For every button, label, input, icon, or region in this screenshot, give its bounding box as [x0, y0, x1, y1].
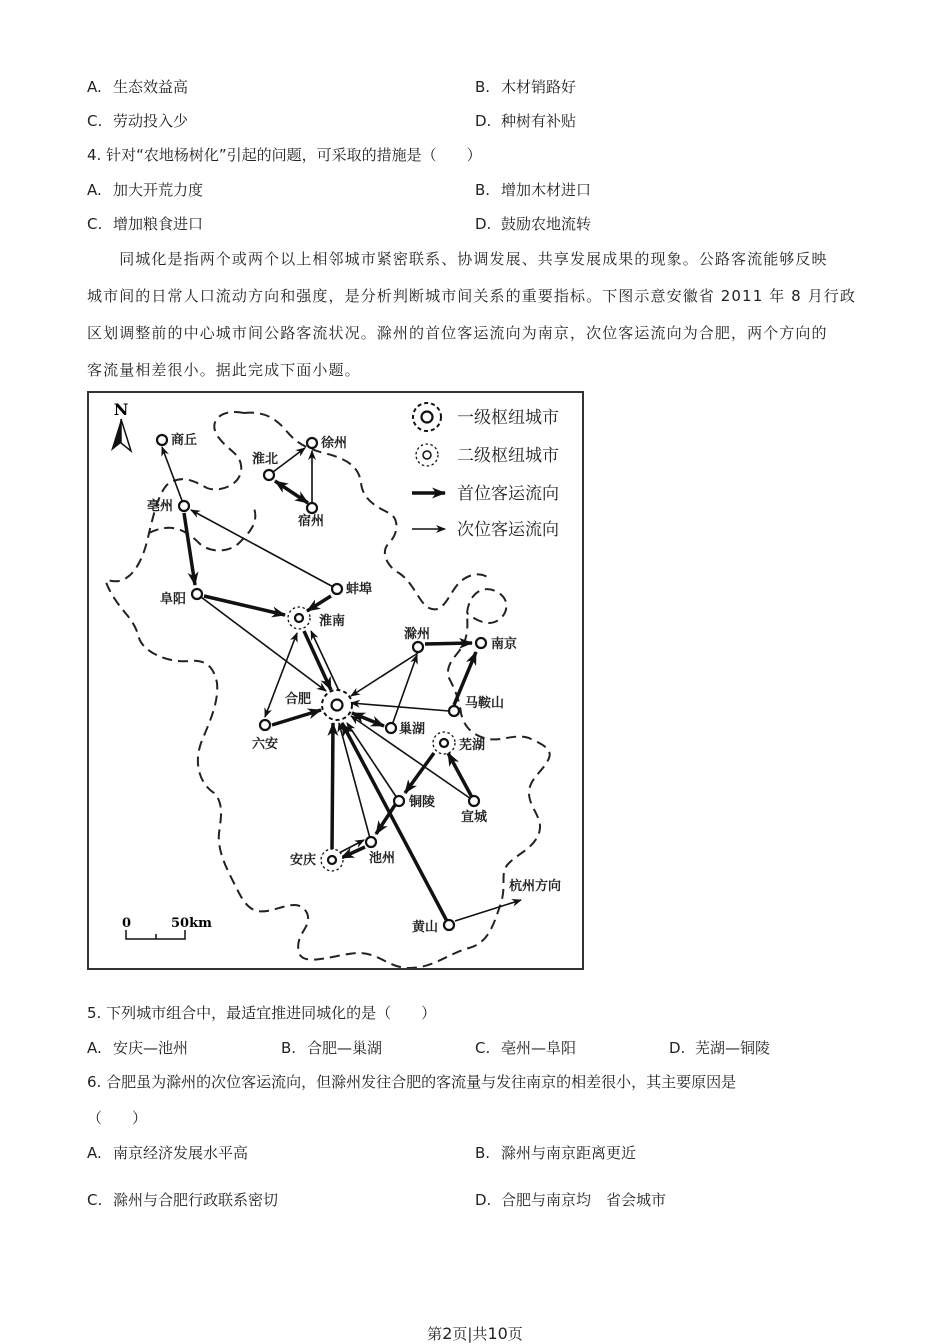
flow-arrow-primary [304, 631, 331, 690]
city-marker-icon [366, 837, 376, 847]
city-label: 商丘 [171, 433, 198, 448]
q6-option-c: C. 滁州与合肥行政联系密切 [87, 1191, 279, 1209]
city-marker-icon [192, 589, 202, 599]
svg-text:50km: 50km [171, 916, 212, 931]
city-徐州 [307, 435, 347, 451]
flow-arrow-primary [307, 596, 331, 611]
city-label: 芜湖 [459, 738, 486, 753]
q3-option-d: D. 种树有补贴 [475, 112, 577, 130]
city-label: 滁州 [403, 627, 431, 642]
city-label: 铜陵 [409, 795, 436, 810]
city-marker-icon [295, 614, 303, 622]
city-宿州 [298, 503, 324, 529]
city-marker-icon [157, 435, 167, 445]
q4-option-a: A. 加大开荒力度 [87, 181, 204, 199]
city-marker-icon [444, 920, 454, 930]
passage-line: 城市间的日常人口流动方向和强度，是分析判断城市间关系的重要指标。下图示意安徽省 2011 年 8 月行政 [87, 287, 856, 305]
city-label: 池州 [369, 851, 396, 866]
q4-stem: 4. 针对“农地杨树化”引起的问题，可采取的措施是（ ） [87, 146, 482, 164]
q3-option-c: C. 劳动投入少 [87, 112, 189, 130]
q6-option-d: D. 合肥与南京均 省会城市 [475, 1191, 667, 1209]
city-label: 南京 [491, 637, 518, 652]
flow-arrow-primary [448, 753, 474, 801]
city-label: 黄山 [411, 920, 438, 935]
city-marker-icon [386, 723, 396, 733]
city-池州 [366, 837, 395, 866]
city-marker-icon [394, 796, 404, 806]
q5-option-b: B. 合肥—巢湖 [281, 1039, 383, 1057]
q4-option-c: C. 增加粮食进口 [87, 215, 204, 233]
flow-arrow-primary [341, 847, 365, 858]
svg-text:N: N [113, 400, 129, 419]
flow-arrow-secondary [351, 653, 418, 696]
svg-text:一级枢纽城市: 一级枢纽城市 [457, 408, 559, 428]
city-label: 徐州 [321, 436, 348, 451]
passage-line: 客流量相差很小。据此完成下面小题。 [87, 361, 361, 379]
page-footer: 第2页|共10页 [427, 1324, 523, 1343]
flow-arrow-secondary [162, 447, 184, 506]
legend-hub1 [413, 403, 559, 431]
city-label: 淮北 [251, 452, 279, 467]
city-markers [147, 432, 561, 935]
city-label: 宿州 [297, 514, 325, 529]
q6-option-a: A. 南京经济发展水平高 [87, 1144, 249, 1162]
flow-arrow-primary [184, 513, 195, 585]
flow-arrow-primary [332, 723, 333, 851]
city-淮北 [252, 451, 278, 480]
city-label: 安庆 [289, 853, 316, 868]
passage-line: 区划调整前的中心城市间公路客流状况。滁州的首位客运流向为南京，次位客运流向为合肥，两个方向的 [87, 324, 828, 342]
city-marker-icon [264, 470, 274, 480]
city-安庆 [290, 849, 343, 871]
city-label: 杭州方向 [509, 879, 562, 894]
city-marker-icon [413, 642, 423, 652]
flow-arrow-secondary [391, 655, 417, 728]
city-label: 阜阳 [159, 592, 186, 607]
city-铜陵 [394, 794, 435, 810]
city-label: 亳州 [146, 499, 173, 514]
city-蚌埠 [332, 581, 372, 597]
flow-arrow-secondary [339, 723, 371, 842]
city-滁州 [404, 626, 430, 652]
flow-arrow-secondary [347, 723, 399, 801]
city-label: 宣城 [460, 810, 488, 825]
q6-stem: 6. 合肥虽为滁州的次位客运流向，但滁州发往合肥的客流量与发往南京的相差很小，其主要原因是 [87, 1073, 737, 1091]
legend-hub2 [416, 444, 559, 466]
q4-option-b: B. 增加木材进口 [475, 181, 592, 199]
svg-text:次位客运流向: 次位客运流向 [457, 520, 559, 540]
city-marker-icon [260, 720, 270, 730]
q6-blank: （ ） [87, 1109, 148, 1127]
flow-arrow-primary-double [275, 481, 308, 503]
flow-arrow-secondary [455, 900, 521, 921]
flow-arrow-primary [272, 710, 321, 725]
flow-arrow-primary [425, 643, 472, 644]
city-marker-icon [328, 856, 336, 864]
city-label: 合肥 [284, 692, 311, 707]
city-合肥 [285, 690, 352, 720]
city-杭州方向 [509, 878, 561, 894]
q3-option-a: A. 生态效益高 [87, 78, 189, 96]
city-label: 巢湖 [399, 722, 426, 737]
q5-stem: 5. 下列城市组合中，最适宜推进同城化的是（ ） [87, 1004, 437, 1022]
city-marker-icon [179, 501, 189, 511]
q5-option-a: A. 安庆—池州 [87, 1039, 189, 1057]
flow-arrow-primary [405, 753, 434, 793]
scale-bar [122, 916, 212, 939]
city-label: 六安 [251, 737, 279, 752]
city-marker-icon [469, 796, 479, 806]
city-南京 [476, 636, 517, 652]
city-marker-icon [307, 503, 317, 513]
city-label: 淮南 [319, 614, 346, 629]
svg-text:首位客运流向: 首位客运流向 [457, 484, 559, 504]
anhui-passenger-flow-map [87, 391, 584, 970]
passage [87, 249, 877, 397]
svg-text:二级枢纽城市: 二级枢纽城市 [457, 446, 559, 466]
city-亳州 [147, 498, 189, 514]
svg-text:0: 0 [122, 916, 132, 931]
flow-arrow-primary [204, 596, 285, 615]
q5-option-d: D. 芜湖—铜陵 [669, 1039, 771, 1057]
city-marker-icon [332, 584, 342, 594]
city-marker-icon [476, 638, 486, 648]
city-marker-icon [307, 438, 317, 448]
city-宣城 [461, 796, 488, 825]
map-legend [412, 403, 559, 540]
q6-option-b: B. 滁州与南京距离更近 [475, 1144, 637, 1162]
city-label: 蚌埠 [346, 582, 373, 597]
city-黄山 [412, 919, 454, 935]
legend-primary-flow [412, 484, 559, 504]
city-marker-icon [440, 739, 448, 747]
q3-option-b: B. 木材销路好 [475, 78, 577, 96]
city-阜阳 [160, 589, 202, 607]
legend-secondary-flow [412, 520, 559, 540]
city-商丘 [157, 432, 197, 448]
passage-line: 同城化是指两个或两个以上相邻城市紧密联系、协调发展、共享发展成果的现象。公路客流能够反映 [87, 250, 828, 268]
city-label: 马鞍山 [465, 696, 505, 711]
city-marker-icon [449, 706, 459, 716]
city-巢湖 [386, 721, 425, 737]
q5-option-c: C. 亳州—阜阳 [475, 1039, 577, 1057]
city-marker-icon [332, 700, 343, 711]
city-淮南 [288, 607, 345, 629]
north-arrow-icon [111, 400, 131, 451]
q4-option-d: D. 鼓励农地流转 [475, 215, 592, 233]
